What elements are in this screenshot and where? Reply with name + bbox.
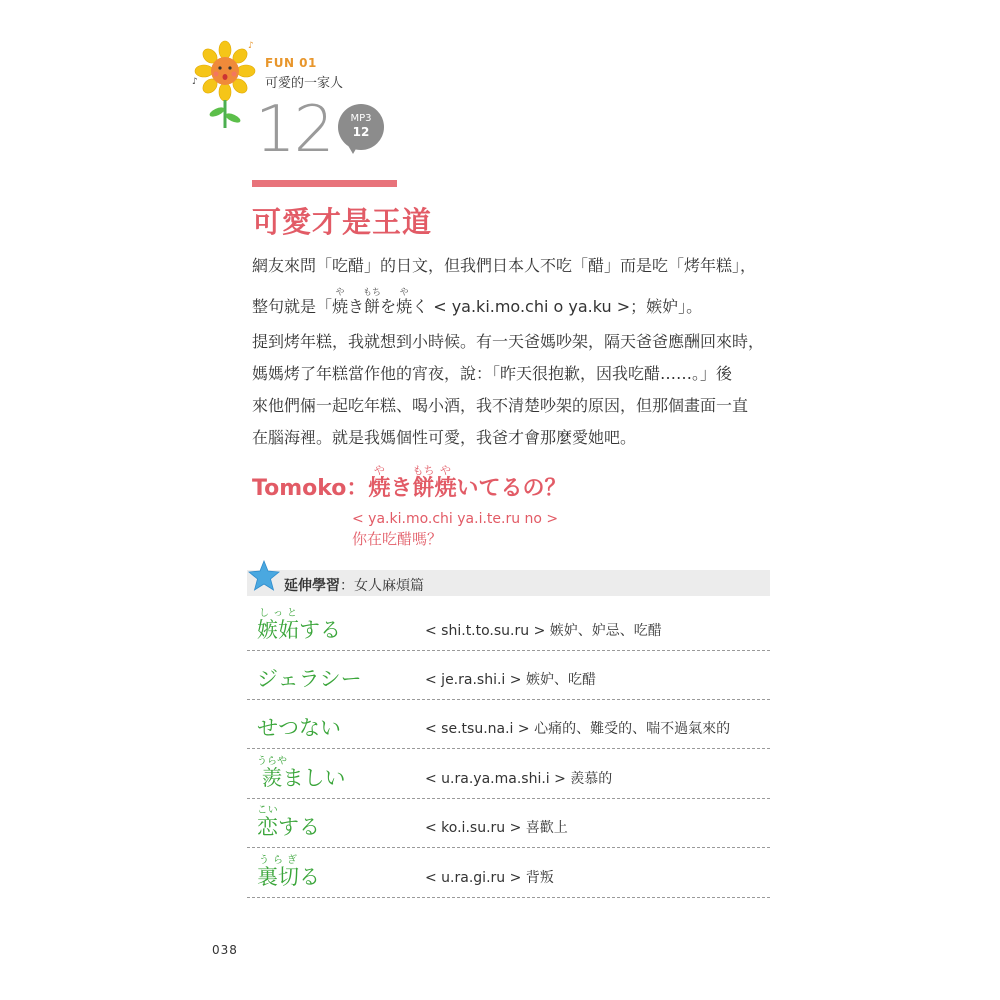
vocab-definition: < je.ra.shi.i > 嫉妒、吃醋 xyxy=(425,672,596,688)
page-number: 038 xyxy=(212,943,238,957)
ruby-ki: き xyxy=(348,297,365,316)
speech-bubble-tail xyxy=(346,142,360,154)
intro-line-1: 網友來問「吃醋」的日文，但我們日本人不吃「醋」而是吃「烤年糕」， xyxy=(252,256,757,275)
dialogue-speaker: Tomoko： xyxy=(252,476,369,501)
fun-label: FUN 01 xyxy=(265,56,317,70)
vocab-definition: < u.ra.gi.ru > 背叛 xyxy=(425,870,554,886)
extension-label-rest: ：女人麻煩篇 xyxy=(340,578,424,594)
vocab-word: 嫉妬しっとする xyxy=(257,608,341,642)
intro-line-2-prefix: 整句就是「 xyxy=(252,297,333,316)
dialogue-ruby-2: 餅もち xyxy=(412,464,435,501)
vocab-definition: < ko.i.su.ru > 喜歡上 xyxy=(425,820,568,836)
story-line: 媽媽烤了年糕當作他的宵夜，說：「昨天很抱歉，因我吃醋……。」後 xyxy=(252,364,733,383)
dialogue-ruby-3: 焼や xyxy=(434,464,457,501)
ruby-ku: く xyxy=(412,297,429,316)
svg-text:♪: ♪ xyxy=(248,41,254,51)
vocab-word: せつない xyxy=(257,716,341,740)
dialogue-line xyxy=(252,464,566,502)
vocab-definition: < u.ra.ya.ma.shi.i > 羨慕的 xyxy=(425,771,613,787)
intro-paragraph xyxy=(252,250,772,324)
vocab-word: 裏切うらぎる xyxy=(257,855,320,889)
ruby-yaku: 焼や xyxy=(396,288,413,316)
dialogue-romaji: < ya.ki.mo.chi ya.i.te.ru no > xyxy=(352,511,559,527)
vocab-row xyxy=(247,700,770,749)
vocab-word: ジェラシー xyxy=(257,667,362,691)
vocab-row xyxy=(247,651,770,700)
ruby-mochi: 餅もち xyxy=(363,288,382,316)
ruby-yaki: 焼や xyxy=(332,288,349,316)
dialogue-rest: いてるの？ xyxy=(456,476,567,501)
vocab-row xyxy=(247,848,770,898)
section-title: 可愛才是王道 xyxy=(252,205,433,239)
mp3-label: MP3 xyxy=(350,113,372,124)
story-line: 提到烤年糕，我就想到小時候。有一天爸媽吵架，隔天爸爸應酬回來時， xyxy=(252,332,765,351)
dialogue-ki: き xyxy=(390,476,413,501)
vocab-word: 羨うらやましい xyxy=(257,756,346,790)
story-paragraph xyxy=(252,326,772,454)
extension-label xyxy=(284,575,424,595)
vocab-row xyxy=(247,799,770,848)
accent-bar xyxy=(252,180,397,187)
intro-line-2 xyxy=(252,288,772,324)
story-line: 來他們倆一起吃年糕、喝小酒，我不清楚吵架的原因，但那個畫面一直 xyxy=(252,396,749,415)
mp3-badge[interactable] xyxy=(338,104,384,156)
star-icon xyxy=(248,560,280,592)
extension-label-bold: 延伸學習 xyxy=(284,578,340,594)
mp3-track-number: 12 xyxy=(352,125,370,139)
intro-line-2-suffix: < ya.ki.mo.chi o ya.ku >；嫉妒」。 xyxy=(428,297,703,316)
vocab-row xyxy=(247,749,770,799)
story-line: 在腦海裡。就是我媽個性可愛，我爸才會那麼愛她吧。 xyxy=(252,428,637,447)
sunflower-mascot-icon xyxy=(190,40,260,130)
svg-text:♪: ♪ xyxy=(192,77,198,87)
dialogue-ruby-1: 焼や xyxy=(368,464,391,501)
vocab-word: 恋こいする xyxy=(257,805,320,839)
chapter-title: 可愛的一家人 xyxy=(265,76,344,91)
ruby-wo: を xyxy=(380,297,397,316)
vocab-definition: < se.tsu.na.i > 心痛的、難受的、喘不過氣來的 xyxy=(425,721,731,737)
lesson-number: 12 xyxy=(255,93,333,167)
vocab-row xyxy=(247,602,770,651)
dialogue-translation: 你在吃醋嗎？ xyxy=(352,530,443,548)
vocab-definition: < shi.t.to.su.ru > 嫉妒、妒忌、吃醋 xyxy=(425,623,662,639)
